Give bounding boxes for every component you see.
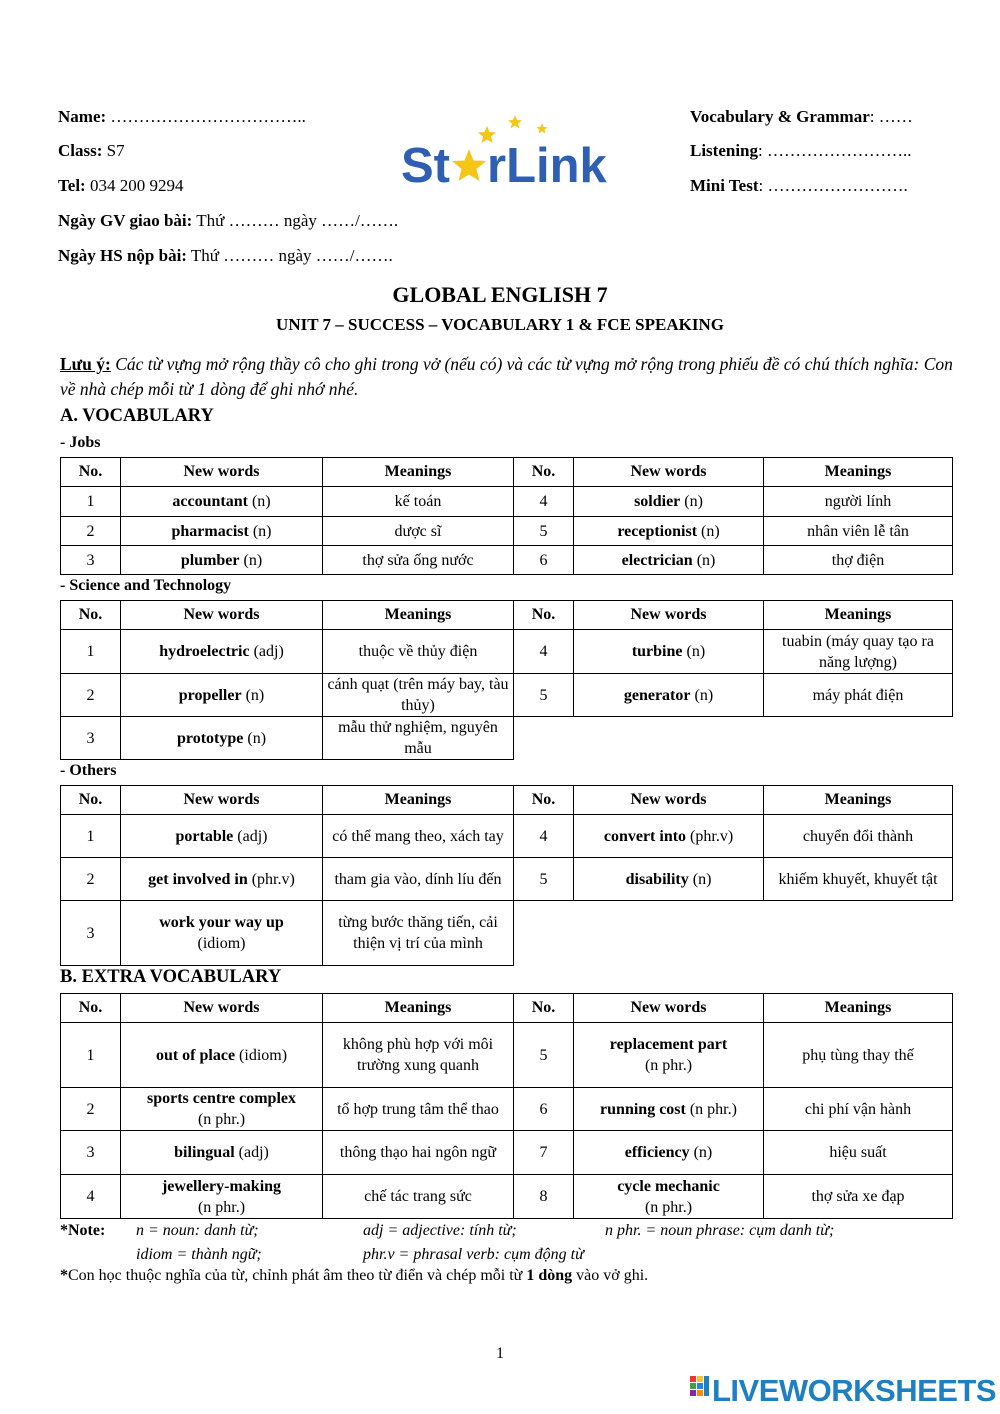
assign-label: Ngày GV giao bài: bbox=[58, 211, 193, 230]
section-b-heading: B. EXTRA VOCABULARY bbox=[60, 967, 282, 987]
instruction-bold: 1 dòng bbox=[526, 1267, 573, 1284]
col-word: New words bbox=[574, 994, 764, 1023]
word-cell bbox=[121, 546, 323, 575]
logo-star-3-icon bbox=[537, 123, 548, 134]
meaning-cell: máy phát điện bbox=[764, 674, 953, 717]
word: replacement part bbox=[609, 1036, 728, 1053]
meaning-cell: chi phí vận hành bbox=[764, 1088, 953, 1131]
vg-label: Vocabulary & Grammar bbox=[690, 107, 870, 126]
row-number: 5 bbox=[514, 1023, 574, 1088]
part-of-speech: (n) bbox=[684, 493, 703, 510]
listening-value[interactable]: : …………………….. bbox=[758, 141, 912, 160]
word: turbine bbox=[631, 643, 683, 660]
meaning-cell: tổ hợp trung tâm thể thao bbox=[323, 1088, 514, 1131]
word-cell bbox=[121, 674, 323, 717]
word: pharmacist bbox=[171, 522, 249, 540]
col-word: New words bbox=[121, 601, 323, 630]
word: disability bbox=[625, 870, 689, 888]
jobs-heading: - Jobs bbox=[60, 434, 101, 451]
col-word: New words bbox=[121, 994, 323, 1023]
table-row bbox=[61, 901, 953, 966]
word-cell bbox=[121, 858, 323, 901]
word-cell bbox=[574, 546, 764, 575]
meaning-cell: tham gia vào, dính líu đến bbox=[323, 858, 514, 901]
part-of-speech: (adj) bbox=[253, 643, 284, 660]
col-no: No. bbox=[514, 786, 574, 815]
col-meaning: Meanings bbox=[764, 458, 953, 487]
part-of-speech: (n phr.) bbox=[644, 1198, 693, 1216]
table-header-row bbox=[61, 994, 953, 1023]
part-of-speech: (n) bbox=[696, 551, 716, 569]
meaning-cell: có thể mang theo, xách tay bbox=[323, 815, 514, 858]
word: propeller bbox=[178, 686, 242, 704]
name-line bbox=[58, 107, 306, 127]
col-no: No. bbox=[61, 786, 121, 815]
assign-date-line bbox=[58, 211, 398, 231]
word: generator bbox=[623, 686, 691, 704]
empty-cell bbox=[764, 901, 953, 966]
word-cell bbox=[121, 487, 323, 517]
instruction-text-b: vào vở ghi. bbox=[572, 1267, 649, 1284]
row-number: 1 bbox=[61, 1023, 121, 1088]
vocab-grammar-score bbox=[690, 107, 913, 127]
instruction-star: * bbox=[60, 1267, 68, 1284]
word: sports centre complex bbox=[147, 1090, 296, 1107]
others-heading: - Others bbox=[60, 762, 117, 779]
section-a-heading: A. VOCABULARY bbox=[60, 406, 214, 426]
part-of-speech: (n) bbox=[694, 686, 714, 704]
row-number: 4 bbox=[514, 630, 574, 674]
row-number: 3 bbox=[61, 717, 121, 760]
meaning-cell: phụ tùng thay thế bbox=[764, 1023, 953, 1088]
class-value: S7 bbox=[106, 141, 125, 160]
col-meaning: Meanings bbox=[764, 601, 953, 630]
meaning-cell: tuabin (máy quay tạo ra năng lượng) bbox=[764, 630, 953, 674]
row-number: 3 bbox=[61, 1131, 121, 1175]
col-word: New words bbox=[121, 458, 323, 487]
col-no: No. bbox=[61, 458, 121, 487]
minitest-value[interactable]: : ……………………. bbox=[758, 176, 908, 195]
meaning-cell: từng bước thăng tiến, cải thiện vị trí của mình bbox=[323, 901, 514, 966]
part-of-speech: (n) bbox=[247, 729, 267, 747]
note-label: Lưu ý: bbox=[60, 354, 111, 374]
table-row bbox=[61, 815, 953, 858]
part-of-speech: (phr.v) bbox=[690, 827, 734, 845]
word: prototype bbox=[176, 729, 244, 747]
table-header-row bbox=[61, 601, 953, 630]
row-number: 4 bbox=[514, 815, 574, 858]
table-row bbox=[61, 717, 953, 760]
col-word: New words bbox=[574, 601, 764, 630]
word-cell bbox=[574, 858, 764, 901]
submit-date-line bbox=[58, 246, 393, 266]
tel-value: 034 200 9294 bbox=[89, 176, 184, 195]
table-row bbox=[61, 1175, 953, 1219]
vg-value[interactable]: : …… bbox=[869, 107, 913, 126]
col-word: New words bbox=[121, 786, 323, 815]
part-of-speech: (n phr.) bbox=[644, 1057, 693, 1074]
word-cell bbox=[121, 630, 323, 674]
empty-cell bbox=[574, 901, 764, 966]
row-number: 1 bbox=[61, 487, 121, 517]
part-of-speech: (adj) bbox=[237, 827, 268, 845]
page-number: 1 bbox=[496, 1345, 504, 1362]
col-no: No. bbox=[514, 601, 574, 630]
meaning-cell: thông thạo hai ngôn ngữ bbox=[323, 1131, 514, 1175]
part-of-speech: (n) bbox=[686, 643, 706, 660]
name-label: Name: bbox=[58, 107, 107, 126]
word-cell bbox=[574, 517, 764, 546]
part-of-speech: (n phr.) bbox=[689, 1100, 737, 1118]
word: plumber bbox=[180, 551, 240, 569]
row-number: 6 bbox=[514, 546, 574, 575]
submit-value[interactable]: Thứ ……… ngày ……/……. bbox=[190, 246, 393, 265]
col-meaning: Meanings bbox=[323, 786, 514, 815]
word-cell bbox=[574, 1175, 764, 1219]
col-meaning: Meanings bbox=[323, 994, 514, 1023]
col-word: New words bbox=[574, 458, 764, 487]
word-cell bbox=[121, 901, 323, 966]
part-of-speech: (n) bbox=[252, 522, 272, 540]
meaning-cell: thợ sửa ống nước bbox=[323, 546, 514, 575]
instruction-line bbox=[60, 1267, 648, 1285]
word-cell bbox=[574, 815, 764, 858]
word-cell bbox=[121, 517, 323, 546]
note-paragraph bbox=[60, 352, 960, 402]
word-cell bbox=[121, 815, 323, 858]
row-number: 5 bbox=[514, 517, 574, 546]
listening-score bbox=[690, 141, 912, 161]
row-number: 3 bbox=[61, 546, 121, 575]
word: portable bbox=[175, 827, 234, 845]
abbr-phrasal-verb: phr.v = phrasal verb: cụm động từ bbox=[363, 1246, 584, 1263]
word-cell bbox=[121, 1175, 323, 1219]
assign-value[interactable]: Thứ ……… ngày ……/……. bbox=[196, 211, 399, 230]
meaning-cell: thuộc về thủy điện bbox=[323, 630, 514, 674]
abbr-adjective: adj = adjective: tính từ; bbox=[363, 1222, 517, 1239]
note-text: Các từ vựng mở rộng thầy cô cho ghi trong vở (nếu có) và các từ vựng mở rộng trong phiếu đề có chú thích nghĩa: Con về nhà chép mỗi từ 1 dòng để ghi nhớ nhé. bbox=[60, 354, 953, 399]
row-number: 6 bbox=[514, 1088, 574, 1131]
col-no: No. bbox=[61, 601, 121, 630]
word-cell bbox=[574, 1023, 764, 1088]
page-title: GLOBAL ENGLISH 7 bbox=[392, 282, 608, 307]
submit-label: Ngày HS nộp bài: bbox=[58, 246, 187, 265]
word: electrician bbox=[621, 551, 693, 569]
meaning-cell: không phù hợp với môi trường xung quanh bbox=[323, 1023, 514, 1088]
word: out of place bbox=[155, 1046, 236, 1064]
class-label: Class: bbox=[58, 141, 103, 160]
empty-cell bbox=[764, 717, 953, 760]
meaning-cell: chuyển đổi thành bbox=[764, 815, 953, 858]
abbr-noun-phrase: n phr. = noun phrase: cụm danh từ; bbox=[605, 1222, 835, 1239]
row-number: 2 bbox=[61, 1088, 121, 1131]
part-of-speech: (n) bbox=[692, 870, 712, 888]
table-row bbox=[61, 1023, 953, 1088]
table-row bbox=[61, 487, 953, 517]
starlink-logo bbox=[398, 112, 628, 194]
row-number: 5 bbox=[514, 858, 574, 901]
word-cell bbox=[574, 674, 764, 717]
word-cell bbox=[574, 1131, 764, 1175]
col-no: No. bbox=[514, 458, 574, 487]
liveworksheets-watermark: LIVEWORKSHEETS bbox=[712, 1373, 997, 1408]
minitest-label: Mini Test bbox=[690, 176, 759, 195]
row-number: 5 bbox=[514, 674, 574, 717]
empty-cell bbox=[574, 717, 764, 760]
word: efficiency bbox=[624, 1144, 690, 1161]
col-meaning: Meanings bbox=[323, 601, 514, 630]
meaning-cell: người lính bbox=[764, 487, 953, 517]
col-no: No. bbox=[514, 994, 574, 1023]
class-line bbox=[58, 141, 125, 161]
meaning-cell: cánh quạt (trên máy bay, tàu thủy) bbox=[323, 674, 514, 717]
meaning-cell: kế toán bbox=[323, 487, 514, 517]
meaning-cell: thợ sửa xe đạp bbox=[764, 1175, 953, 1219]
logo-star-main-icon bbox=[452, 149, 486, 181]
empty-cell bbox=[514, 717, 574, 760]
word: accountant bbox=[172, 493, 248, 510]
row-number: 4 bbox=[514, 487, 574, 517]
col-meaning: Meanings bbox=[764, 786, 953, 815]
word-cell bbox=[574, 487, 764, 517]
col-meaning: Meanings bbox=[764, 994, 953, 1023]
meaning-cell: thợ điện bbox=[764, 546, 953, 575]
word: running cost bbox=[600, 1100, 686, 1118]
col-word: New words bbox=[574, 786, 764, 815]
liveworksheets-logo-icon bbox=[690, 1376, 710, 1402]
part-of-speech: (n) bbox=[693, 1144, 713, 1161]
word-cell bbox=[121, 1088, 323, 1131]
part-of-speech: (n phr.) bbox=[197, 1111, 246, 1128]
part-of-speech: (n) bbox=[245, 686, 265, 704]
col-meaning: Meanings bbox=[323, 458, 514, 487]
table-row bbox=[61, 1088, 953, 1131]
word: hydroelectric bbox=[159, 643, 250, 660]
row-number: 2 bbox=[61, 517, 121, 546]
word: work your way up bbox=[159, 914, 284, 931]
science-heading: - Science and Technology bbox=[60, 577, 232, 594]
table-row bbox=[61, 1131, 953, 1175]
part-of-speech: (n) bbox=[701, 522, 720, 540]
word-cell bbox=[574, 630, 764, 674]
part-of-speech: (adj) bbox=[238, 1144, 269, 1161]
table-row bbox=[61, 517, 953, 546]
word: convert into bbox=[603, 827, 687, 845]
part-of-speech: (phr.v) bbox=[251, 870, 295, 888]
row-number: 2 bbox=[61, 674, 121, 717]
part-of-speech: (idiom) bbox=[239, 1046, 288, 1064]
name-value[interactable]: …………………………….. bbox=[110, 107, 306, 126]
word: soldier bbox=[634, 493, 681, 510]
jobs-table bbox=[60, 457, 953, 575]
table-row bbox=[61, 546, 953, 575]
extra-table bbox=[60, 993, 953, 1219]
table-header-row bbox=[61, 458, 953, 487]
table-row bbox=[61, 630, 953, 674]
abbr-noun: n = noun: danh từ; bbox=[136, 1222, 259, 1239]
logo-text-start: St bbox=[401, 139, 450, 193]
tel-line bbox=[58, 176, 183, 196]
others-table bbox=[60, 785, 953, 966]
word-cell bbox=[574, 1088, 764, 1131]
meaning-cell: mẫu thử nghiệm, nguyên mẫu bbox=[323, 717, 514, 760]
part-of-speech: (n) bbox=[243, 551, 263, 569]
word-cell bbox=[121, 1131, 323, 1175]
row-number: 1 bbox=[61, 815, 121, 858]
note-heading: *Note: bbox=[60, 1222, 106, 1239]
word: receptionist bbox=[617, 522, 698, 540]
logo-star-2-icon bbox=[508, 115, 522, 129]
word-cell bbox=[121, 1023, 323, 1088]
word: get involved in bbox=[148, 870, 248, 888]
listening-label: Listening bbox=[690, 141, 759, 160]
tel-label: Tel: bbox=[58, 176, 86, 195]
abbreviation-note bbox=[60, 1219, 960, 1267]
row-number: 7 bbox=[514, 1131, 574, 1175]
table-row bbox=[61, 674, 953, 717]
page-subtitle: UNIT 7 – SUCCESS – VOCABULARY 1 & FCE SPEAKING bbox=[276, 315, 724, 334]
logo-text-end: rLink bbox=[487, 139, 607, 193]
part-of-speech: (n) bbox=[251, 493, 271, 510]
empty-cell bbox=[514, 901, 574, 966]
meaning-cell: chế tác trang sức bbox=[323, 1175, 514, 1219]
part-of-speech: (idiom) bbox=[197, 935, 246, 952]
word: cycle mechanic bbox=[617, 1177, 720, 1195]
table-header-row bbox=[61, 786, 953, 815]
word: bilingual bbox=[174, 1144, 235, 1161]
instruction-text-a: Con học thuộc nghĩa của từ, chỉnh phát âm theo từ điển và chép mỗi từ bbox=[68, 1267, 527, 1284]
meaning-cell: dược sĩ bbox=[323, 517, 514, 546]
row-number: 2 bbox=[61, 858, 121, 901]
science-table bbox=[60, 600, 953, 760]
meaning-cell: khiếm khuyết, khuyết tật bbox=[764, 858, 953, 901]
col-no: No. bbox=[61, 994, 121, 1023]
abbr-idiom: idiom = thành ngữ; bbox=[136, 1246, 262, 1263]
table-row bbox=[61, 858, 953, 901]
row-number: 1 bbox=[61, 630, 121, 674]
part-of-speech: (n phr.) bbox=[197, 1198, 246, 1216]
meaning-cell: hiệu suất bbox=[764, 1131, 953, 1175]
word: jewellery-making bbox=[161, 1177, 282, 1195]
minitest-score bbox=[690, 176, 908, 196]
row-number: 4 bbox=[61, 1175, 121, 1219]
word-cell bbox=[121, 717, 323, 760]
row-number: 3 bbox=[61, 901, 121, 966]
meaning-cell: nhân viên lễ tân bbox=[764, 517, 953, 546]
row-number: 8 bbox=[514, 1175, 574, 1219]
